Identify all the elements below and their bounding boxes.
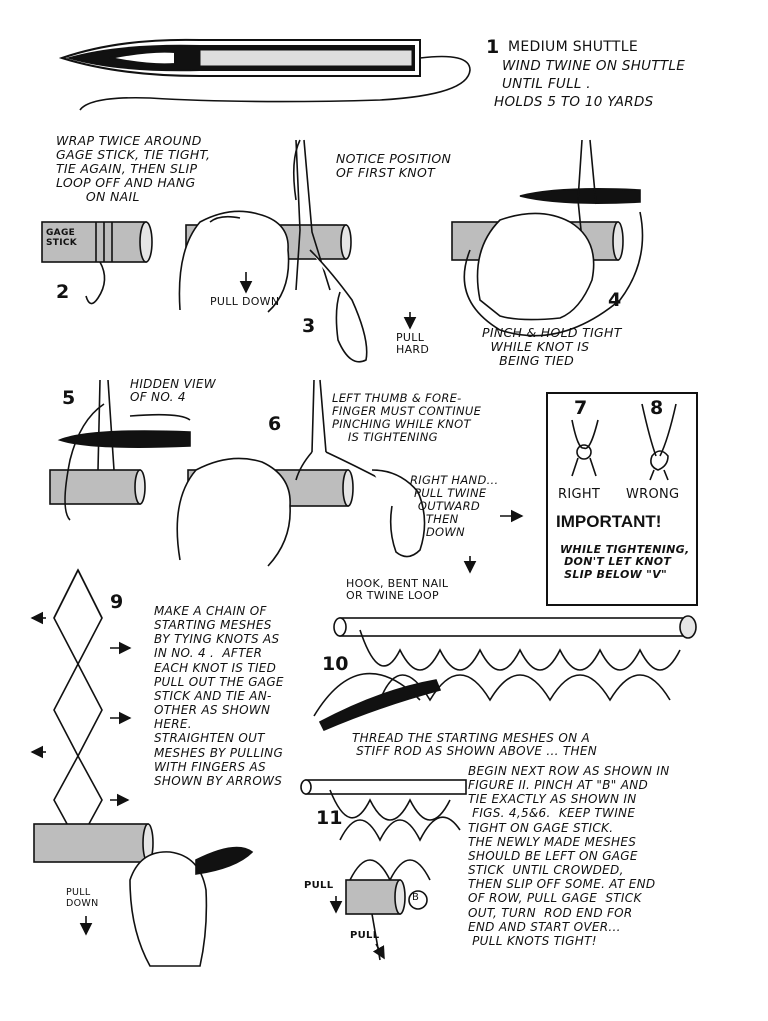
knot-8-number: 8 [650, 397, 664, 419]
step-4-number: 4 [608, 289, 622, 311]
pull-hard-label: PULL HARD [396, 331, 430, 357]
starting-meshes-caption: MAKE A CHAIN OF STARTING MESHES BY TYING KNOTS AS IN NO. 4 . AFTER EACH KNOT IS TIED PULL OUT THE GAGE STICK AND TIE AN- OTHER AS SHOWN HERE. STRAIGHTEN OUT MESHES BY PULLING WITH FINGERS AS SHOWN BY ARROWS [154, 604, 284, 788]
shuttle-line-3: HOLDS 5 TO 10 YARDS [494, 94, 654, 110]
pull-down-label-fig9: PULL DOWN [66, 887, 99, 909]
shuttle-line-1: WIND TWINE ON SHUTTLE [502, 58, 686, 74]
next-row-instructions: BEGIN NEXT ROW AS SHOWN IN FIGURE II. PINCH AT "B" AND TIE EXACTLY AS SHOWN IN FIGS. 4,5&6. KEEP TWINE TIGHT ON GAGE STICK. THE NEWLY MADE MESHES SHOULD BE LEFT ON GAGE STICK UNTIL CROWDED, THEN SLIP OFF SOME. AT END OF ROW, PULL GAGE STICK OUT, TURN ROD END FOR END AND START OVER... PULL KNOTS TIGHT! [468, 764, 670, 948]
step-11-number: 11 [316, 807, 343, 829]
step-1-number: 1 [486, 36, 500, 58]
step-6-number: 6 [268, 413, 282, 435]
step-2-number: 2 [56, 281, 70, 303]
b-marker: B [412, 892, 420, 903]
wrap-instruction: WRAP TWICE AROUND GAGE STICK, TIE TIGHT, TIE AGAIN, THEN SLIP LOOP OFF AND HANG ON NAIL [56, 133, 211, 204]
hidden-view-caption: HIDDEN VIEW OF NO. 4 [130, 377, 216, 405]
wrong-label: WRONG [626, 487, 680, 502]
right-label: RIGHT [558, 487, 601, 502]
step-10-number: 10 [322, 653, 349, 675]
knot-7-number: 7 [574, 397, 588, 419]
rod-meshes-fig10 [314, 616, 696, 730]
shuttle-line-2: UNTIL FULL . [502, 76, 591, 92]
hook-caption: HOOK, BENT NAIL OR TWINE LOOP [346, 577, 449, 603]
step-3-number: 3 [302, 315, 316, 337]
left-thumb-caption: LEFT THUMB & FORE- FINGER MUST CONTINUE PINCHING WHILE KNOT IS TIGHTENING [332, 391, 482, 444]
shuttle-drawing [62, 40, 470, 110]
tightening-warning: WHILE TIGHTENING, DON'T LET KNOT SLIP BELOW "V" [560, 543, 690, 581]
pull-label-bottom: PULL [350, 930, 380, 941]
step-5-number: 5 [62, 387, 76, 409]
important-heading: IMPORTANT! [556, 512, 662, 531]
pull-down-label: PULL DOWN [210, 295, 280, 308]
step-9-number: 9 [110, 591, 124, 613]
notice-position-caption: NOTICE POSITION OF FIRST KNOT [336, 151, 452, 180]
right-hand-caption: RIGHT HAND... PULL TWINE OUTWARD THEN DOWN [410, 473, 499, 539]
gage-stick-label: GAGE STICK [46, 228, 78, 249]
thread-meshes-caption: THREAD THE STARTING MESHES ON A STIFF ROD AS SHOWN ABOVE ... THEN [352, 731, 598, 759]
shuttle-title: MEDIUM SHUTTLE [508, 39, 638, 55]
pull-label-left: PULL [304, 880, 334, 891]
pinch-hold-caption: PINCH & HOLD TIGHT WHILE KNOT IS BEING TIED [482, 325, 622, 368]
